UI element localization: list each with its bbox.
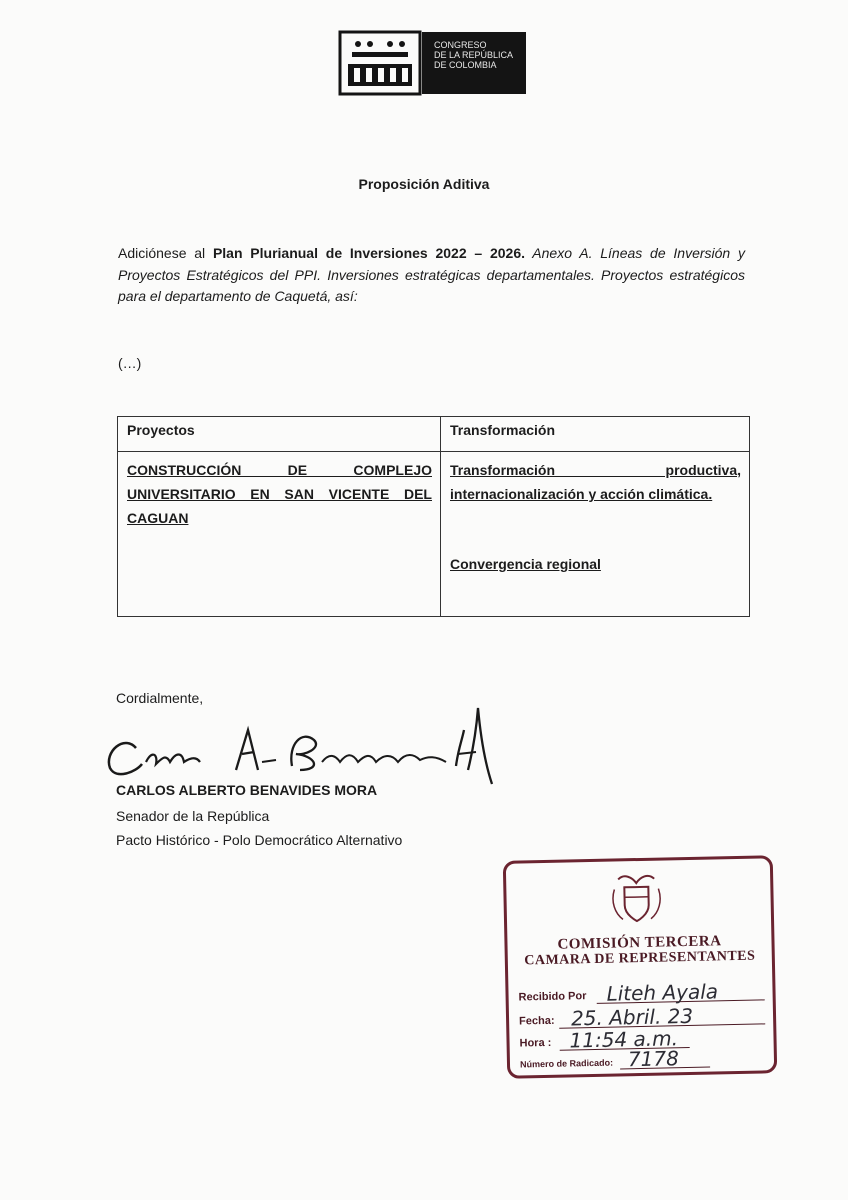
header-transformacion: Transformación [441, 417, 750, 452]
stamp-number-row: Número de Radicado: 7178 [520, 1044, 766, 1071]
logo-text: CONGRESO DE LA REPÚBLICA DE COLOMBIA [434, 40, 514, 70]
proposition-paragraph: Adiciónese al Plan Plurianual de Inversiones 2022 – 2026. Anexo A. Líneas de Inversión y Proyectos Estratégicos del PPI. Inversiones estratégicas departamentales. Proyectos estratégicos para el departamento de Caquetá, así: [118, 245, 746, 304]
table-row [118, 452, 750, 617]
project-name: CONSTRUCCIÓN DE COMPLEJO UNIVERSITARIO EN SAN VICENTE DEL CAGUAN [127, 462, 432, 526]
header-proyectos: Proyectos [118, 417, 441, 452]
plan-name: Plan Plurianual de Inversiones 2022 – 2026. [212, 245, 526, 261]
stamp-subtitle: CAMARA DE REPRESENTANTES [524, 948, 756, 969]
received-by-value: Liteh Ayala [606, 979, 719, 1006]
transformation-text: Transformación productiva, internacionalización y acción climática. [450, 462, 741, 502]
project-cell [118, 452, 441, 617]
congress-logo [338, 30, 528, 96]
stamp-received-row: Recibido Por Liteh Ayala [518, 978, 764, 1005]
table-header-row [118, 417, 750, 452]
stamp-date-row: Fecha: 25. Abril. 23 [519, 1002, 765, 1029]
projects-table [117, 416, 750, 617]
congress-emblem-icon [338, 30, 422, 96]
date-value: 25. Abril. 23 [570, 1003, 694, 1031]
annex-reference: Anexo A. Líneas de Inversión y Proyectos Estratégicos del PPI. Inversiones estratégicas departamentales. Proyectos estratégicos para el departamento de Caquetá, así: [118, 245, 746, 304]
signer-party: Pacto Histórico - Polo Democrático Alternativo [116, 832, 403, 848]
handwritten-signature [96, 700, 506, 790]
convergence-text: Convergencia regional [450, 556, 601, 572]
signer-name: CARLOS ALBERTO BENAVIDES MORA [116, 782, 378, 798]
stamp-time-row: Hora : 11:54 a.m. [519, 1024, 765, 1051]
reception-stamp [503, 855, 778, 1079]
ellipsis: (…) [118, 355, 142, 371]
closing-greeting: Cordialmente, [116, 690, 204, 706]
transformation-cell [441, 452, 750, 617]
signer-role: Senador de la República [116, 808, 270, 824]
stamp-title: COMISIÓN TERCERA [557, 933, 722, 953]
coat-of-arms-icon [608, 868, 665, 927]
radicado-number: 7178 [627, 1046, 680, 1072]
document-title: Proposición Aditiva [358, 176, 490, 192]
time-value: 11:54 a.m. [569, 1026, 679, 1053]
